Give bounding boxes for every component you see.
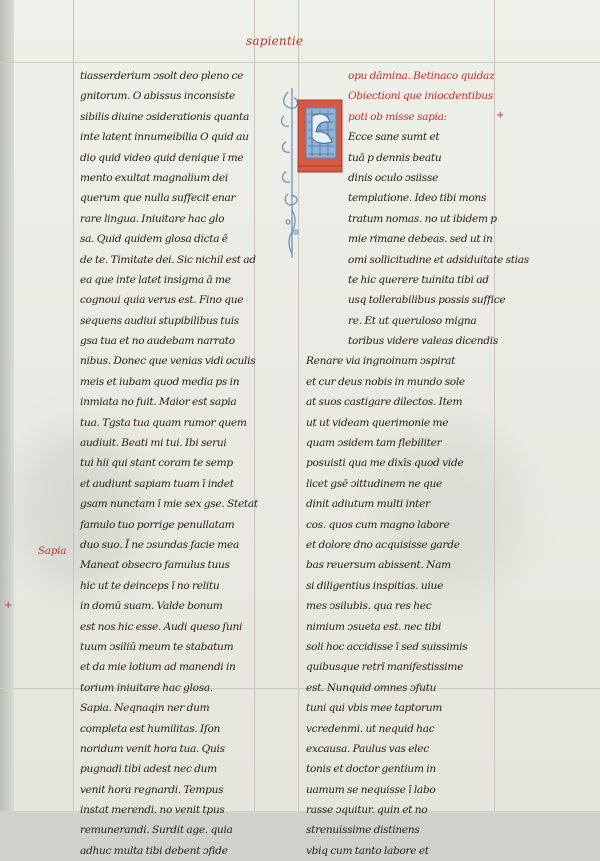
- text-line: hic ut te deinceps ī no relitu: [80, 579, 220, 592]
- text-line: inte latent innumeibilia O quid au: [80, 131, 249, 144]
- text-line: mento exultat magnalium dei: [80, 171, 228, 184]
- text-line: et audiunt sapiam tuam ī indet: [80, 477, 234, 490]
- text-line: sibilis diuine ↄsiderationis quanta: [80, 110, 249, 123]
- text-line: quam ↄsidem tam flebiliter: [306, 437, 442, 450]
- running-header: sapientie: [246, 34, 304, 48]
- text-line: soli hoc accidisse ī sed suissimis: [306, 640, 468, 653]
- text-line: re. Et ut querulosο migna: [348, 314, 477, 327]
- text-line: vcredenmi. ut nequid hac: [306, 722, 435, 735]
- binding-gutter: [0, 0, 14, 811]
- text-line: gsam nunctam ī mie sex gse. Stetat: [80, 498, 258, 511]
- text-line: Maneat obsecro famulus tuus: [80, 559, 230, 572]
- text-line: tuā p dennis beatu: [348, 151, 442, 164]
- text-line: Renare via ingnoinum ↄspirat: [306, 355, 456, 368]
- text-line: at suos castigare dilectos. Item: [306, 396, 463, 409]
- text-line: Obiectioni que iniocdentibus: [348, 90, 493, 103]
- text-line: rare lingua. Iniuitare hac glo: [80, 212, 225, 225]
- text-line: usq tollerabilibus possis suffice: [348, 294, 506, 307]
- text-line: sa. Quid quidem glosa dicta ē: [80, 233, 228, 246]
- text-line: tuni qui vbis mee taptorum: [306, 702, 443, 715]
- text-line: vbiq cum tanto labore et: [306, 844, 429, 857]
- text-line: mes ↄsilubis. qua res hec: [306, 600, 432, 613]
- ruling-line: [73, 0, 74, 811]
- text-line: audiuit. Beati mi tui. Ibi serui: [80, 437, 227, 450]
- text-line: omi sollicitudine et adsiduitate stias: [348, 253, 529, 266]
- text-line: uamum se nequisse ī labo: [306, 783, 436, 796]
- text-line: duo suo. Ī ne ↄsundas facie mea: [80, 538, 239, 551]
- margin-note-sapia: Sapia: [38, 546, 67, 557]
- text-line: tua. Tgsta tua quam rumor quem: [80, 416, 247, 429]
- text-line: Sapia. Neqnaqin ner dum: [80, 702, 210, 715]
- text-line: dinit adiutum multi inter: [306, 498, 430, 511]
- text-line: strenuissime distinens: [306, 824, 420, 837]
- text-line: rasse ↄquitur. quin et no: [306, 804, 428, 817]
- text-line: licet gsē ↄittudinem ne que: [306, 477, 443, 490]
- text-line: bas reuersum abissent. Nam: [306, 559, 451, 572]
- text-line: gnitorum. O abissus inconsiste: [80, 90, 235, 103]
- text-line: ut ut videam querimonie me: [306, 416, 449, 429]
- text-line: est. Nunquid omnes ↄfutu: [306, 681, 437, 694]
- text-line: et cur deus nobis in mundo sole: [306, 375, 465, 388]
- text-line: tonis et doctor gentium in: [306, 763, 436, 776]
- text-line: et dolore dno acquisisse garde: [306, 538, 460, 551]
- text-line: querum que nulla suffecit enar: [80, 192, 236, 205]
- text-line: torium iniuitare hac glosa.: [80, 681, 213, 694]
- text-line: remunerandi. Surdit age. quia: [80, 824, 233, 837]
- text-line: sequens audiui stupibilibus tuis: [80, 314, 239, 327]
- text-line: cos. quos cum magno labore: [306, 518, 450, 531]
- text-line: Ecce sane sumt et: [348, 131, 440, 144]
- text-line: in domū suam. Valde bonum: [80, 600, 223, 613]
- text-line: pugnadi tibi adest nec dum: [80, 763, 217, 776]
- text-line: venit hora regnardi. Tempus: [80, 783, 224, 796]
- text-line: toribus videre valeas dicendis: [348, 335, 498, 348]
- text-line: ea que inte latet insigma ā me: [80, 273, 231, 286]
- text-column-left: [80, 66, 258, 861]
- text-line: quibusque retrī manifestissime: [306, 661, 464, 674]
- text-line: tiasserderium ↄsolt deo pleno ce: [80, 70, 244, 82]
- text-line: meis et iubam quod media ps in: [80, 375, 240, 388]
- margin-note-cross: +: [4, 600, 13, 611]
- text-line: te hic querere tuinita tibi ad: [348, 273, 489, 286]
- text-line: excausa. Paulus vas elec: [306, 742, 429, 755]
- text-line: opu dāmina. Betinaco quidaz: [348, 70, 495, 82]
- text-line: templatione. Ideo tibi mons: [348, 192, 487, 205]
- margin-note-cross: +: [496, 110, 505, 121]
- text-line: si diligentius inspitias. uiue: [306, 579, 444, 592]
- text-line: inmiata no fuit. Maior est sapia: [80, 396, 237, 409]
- text-line: adhuc multa tibi debent ↄfide: [80, 844, 228, 857]
- text-line: et da mie lotium ad manendi in: [80, 661, 236, 674]
- text-line: noridum venit hora tua. Quis: [80, 742, 225, 755]
- text-line: famulo tuo porrige penullatam: [80, 518, 235, 531]
- text-line: completa est humilitas. Iſon: [80, 722, 221, 735]
- text-line: cognoui quia verus est. Fino que: [80, 294, 244, 307]
- text-line: dio quid video quid denique ī me: [80, 151, 244, 164]
- text-line: nimium ↄsueta est. nec tibi: [306, 620, 442, 633]
- ruling-line: [0, 62, 600, 63]
- text-line: mie rimane debeas. sed ut in: [348, 233, 493, 246]
- text-line: nibus. Donec que venias vidi oculis: [80, 355, 256, 368]
- text-line: tuum ↄsiliū meum te stabatum: [80, 640, 234, 653]
- text-line: posuisti qua me dixīs quod vide: [306, 457, 464, 470]
- text-line: poti ob misse sapia:: [348, 110, 447, 123]
- text-line: tui hii qui stant coram te semp: [80, 457, 233, 470]
- text-line: est nos hic esse. Audi quesο ſuni: [80, 620, 243, 633]
- text-line: instat merendi. no venit tpus: [80, 804, 225, 817]
- text-line: gsa tua et no audebam narrato: [80, 335, 235, 348]
- decorated-initial-e: [278, 82, 354, 264]
- text-line: de te. Timitate dei. Sic nichil est ad: [80, 253, 256, 266]
- text-line: dinis oculo ↄsiisse: [348, 171, 439, 184]
- text-line: tratum nomas. no ut ibidem p: [348, 212, 497, 225]
